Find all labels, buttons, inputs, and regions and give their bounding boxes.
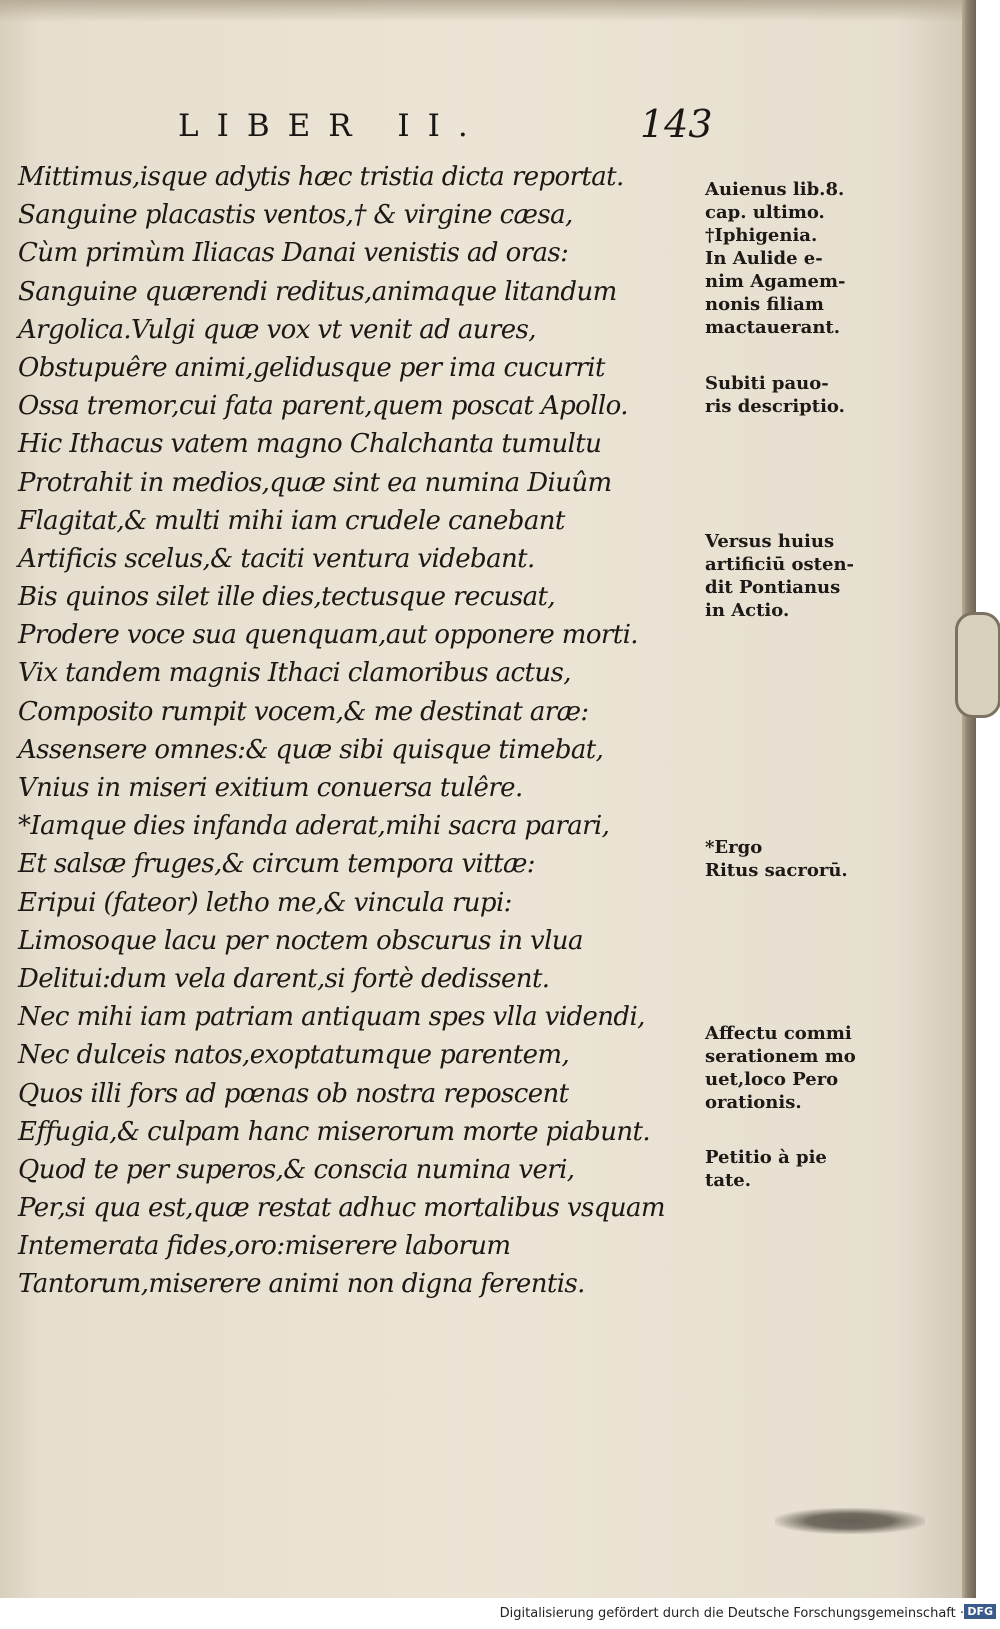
marginal-note-line: artificiū osten- bbox=[705, 554, 855, 575]
verse-line: Flagitat,& multi mihi iam crudele canebant bbox=[18, 505, 565, 536]
ink-stain bbox=[775, 1508, 925, 1534]
funding-credit: Digitalisierung gefördert durch die Deutsche Forschungsgemeinschaft · bbox=[499, 1606, 964, 1621]
verse-line: Obstupuêre animi,gelidusque per ima cucurrit bbox=[18, 352, 605, 383]
marginal-note-line: orationis. bbox=[705, 1092, 802, 1113]
verse-line: Limosoque lacu per noctem obscurus in vlua bbox=[18, 925, 583, 956]
verse-line: Ossa tremor,cui fata parent,quem poscat Apollo. bbox=[18, 391, 628, 422]
verse-column bbox=[18, 158, 690, 1304]
marginal-note-sources bbox=[705, 178, 880, 339]
marginal-note-line: dit Pontianus bbox=[705, 577, 841, 598]
verse-line: Vix tandem magnis Ithaci clamoribus actus, bbox=[18, 658, 571, 689]
marginal-note-line: nim Agamem- bbox=[705, 271, 846, 292]
marginal-note-line: nonis filiam bbox=[705, 294, 824, 315]
verse-line: Effugia,& culpam hanc miserorum morte piabunt. bbox=[18, 1116, 651, 1147]
verse-line: Composito rumpit vocem,& me destinat aræ: bbox=[18, 696, 589, 727]
marginal-note-line: Ritus sacrorū. bbox=[705, 860, 848, 881]
marginal-note-line: tate. bbox=[705, 1170, 752, 1191]
marginal-note-fear bbox=[705, 372, 880, 418]
marginal-note-line: serationem mo bbox=[705, 1046, 856, 1067]
marginal-note-line: in Actio. bbox=[705, 600, 790, 621]
verse-line: Argolica.Vulgi quæ vox vt venit ad aures, bbox=[18, 314, 536, 345]
marginal-note-commiseration bbox=[705, 1022, 880, 1114]
verse-line: Sanguine placastis ventos,† & virgine cæsa, bbox=[18, 200, 573, 231]
verse-line: Intemerata fides,oro:miserere laborum bbox=[18, 1231, 511, 1262]
marginal-note-petition bbox=[705, 1146, 880, 1192]
marginal-note-line: Affectu commi bbox=[705, 1023, 852, 1044]
verse-line: Quos illi fors ad pœnas ob nostra reposcent bbox=[18, 1078, 569, 1109]
verse-line: Tantorum,miserere animi non digna ferentis. bbox=[18, 1269, 585, 1300]
verse-line: Eripui (fateor) letho me,& vincula rupi: bbox=[18, 887, 512, 918]
verse-line: Assensere omnes:& quæ sibi quisque timebat, bbox=[18, 734, 604, 765]
marginal-note-line: cap. ultimo. bbox=[705, 202, 825, 223]
marginal-note-line: Versus huius bbox=[705, 531, 835, 552]
verse-line: Delitui:dum vela darent,si fortè dedissent. bbox=[18, 963, 550, 994]
page-header bbox=[0, 102, 960, 154]
verse-line: Per,si qua est,quæ restat adhuc mortalibus vsquam bbox=[18, 1193, 665, 1224]
marginal-note-line: *Ergo bbox=[705, 837, 763, 858]
verse-line: Prodere voce sua quenquam,aut opponere morti. bbox=[18, 620, 638, 651]
running-title: LIBER II. bbox=[178, 108, 486, 144]
verse-line: Bis quinos silet ille dies,tectusque recusat, bbox=[18, 582, 556, 613]
marginal-note-line: In Aulide e- bbox=[705, 248, 823, 269]
verse-line: Hic Ithacus vatem magno Chalchanta tumultu bbox=[18, 429, 602, 460]
page-edge bbox=[962, 0, 976, 1598]
marginal-note-line: †Iphigenia. bbox=[705, 225, 818, 246]
dfg-logo-badge: DFG bbox=[964, 1604, 996, 1619]
verse-line: Nec mihi iam patriam antiquam spes vlla videndi, bbox=[18, 1002, 645, 1033]
marginal-note-line: Auienus lib.8. bbox=[705, 179, 845, 200]
marginal-note-line: uet,loco Pero bbox=[705, 1069, 839, 1090]
verse-line: Et salsæ fruges,& circum tempora vittæ: bbox=[18, 849, 535, 880]
marginal-note-rites bbox=[705, 836, 880, 882]
marginal-note-pontianus bbox=[705, 530, 880, 622]
page-top-shadow bbox=[0, 0, 975, 22]
verse-line: Nec dulceis natos,exoptatumque parentem, bbox=[18, 1040, 570, 1071]
verse-line: Quod te per superos,& conscia numina veri, bbox=[18, 1154, 575, 1185]
page-number: 143 bbox=[640, 102, 713, 146]
verse-line: Sanguine quærendi reditus,animaque litandum bbox=[18, 276, 617, 307]
verse-line: Vnius in miseri exitium conuersa tulêre. bbox=[18, 773, 523, 803]
verse-line: Artificis scelus,& taciti ventura videbant. bbox=[18, 543, 535, 574]
digitization-footer bbox=[0, 1598, 1000, 1629]
marginal-note-line: Petitio à pie bbox=[705, 1147, 827, 1168]
marginal-note-line: Subiti pauo- bbox=[705, 373, 829, 394]
marginal-note-line: mactauerant. bbox=[705, 317, 840, 338]
verse-line: Mittimus,isque adytis hæc tristia dicta reportat. bbox=[18, 162, 624, 192]
verse-line: Protrahit in medios,quæ sint ea numina Diuûm bbox=[18, 467, 612, 498]
verse-line: *Iamque dies infanda aderat,mihi sacra parari, bbox=[18, 811, 610, 842]
marginal-note-line: ris descriptio. bbox=[705, 396, 845, 417]
verse-line: Cùm primùm Iliacas Danai venistis ad oras: bbox=[18, 238, 569, 269]
book-clasp bbox=[955, 612, 1000, 718]
